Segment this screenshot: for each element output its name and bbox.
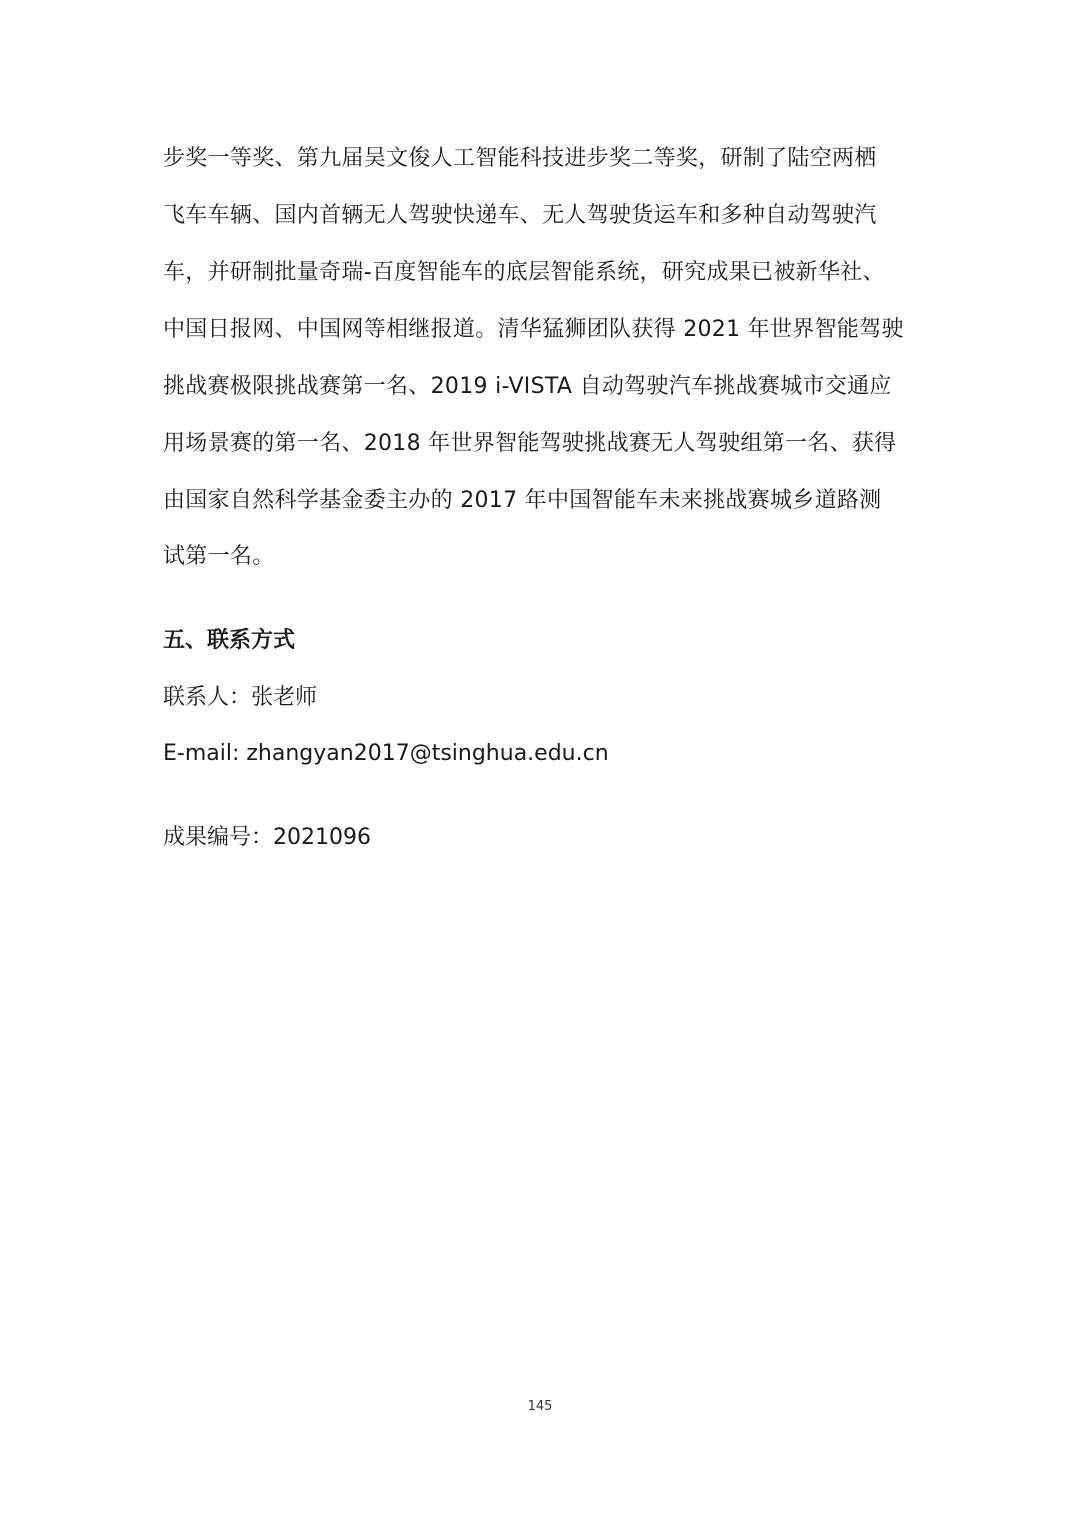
paragraph-line: 由国家自然科学基金委主办的 2017 年中国智能车未来挑战赛城乡道路测: [163, 488, 882, 513]
page-number: 145: [527, 1399, 553, 1414]
paragraph-line: 中国日报网、中国网等相继报道。清华猛狮团队获得 2021 年世界智能驾驶: [163, 317, 904, 342]
result-id: 成果编号：2021096: [163, 825, 371, 850]
paragraph-line: 用场景赛的第一名、2018 年世界智能驾驶挑战赛无人驾驶组第一名、获得: [163, 431, 897, 456]
paragraph-line: 飞车车辆、国内首辆无人驾驶快递车、无人驾驶货运车和多种自动驾驶汽: [163, 203, 877, 228]
paragraph-line: 步奖一等奖、第九届吴文俊人工智能科技进步奖二等奖，研制了陆空两栖: [163, 146, 877, 171]
contact-person: 联系人：张老师: [163, 685, 318, 710]
contact-email[interactable]: E-mail: zhangyan2017@tsinghua.edu.cn: [163, 741, 609, 766]
paragraph-line: 试第一名。: [163, 544, 275, 569]
paragraph-line: 车，并研制批量奇瑞-百度智能车的底层智能系统，研究成果已被新华社、: [163, 260, 885, 285]
section-heading-contact: 五、联系方式: [163, 628, 296, 653]
paragraph-line: 挑战赛极限挑战赛第一名、2019 i-VISTA 自动驾驶汽车挑战赛城市交通应: [163, 374, 892, 399]
